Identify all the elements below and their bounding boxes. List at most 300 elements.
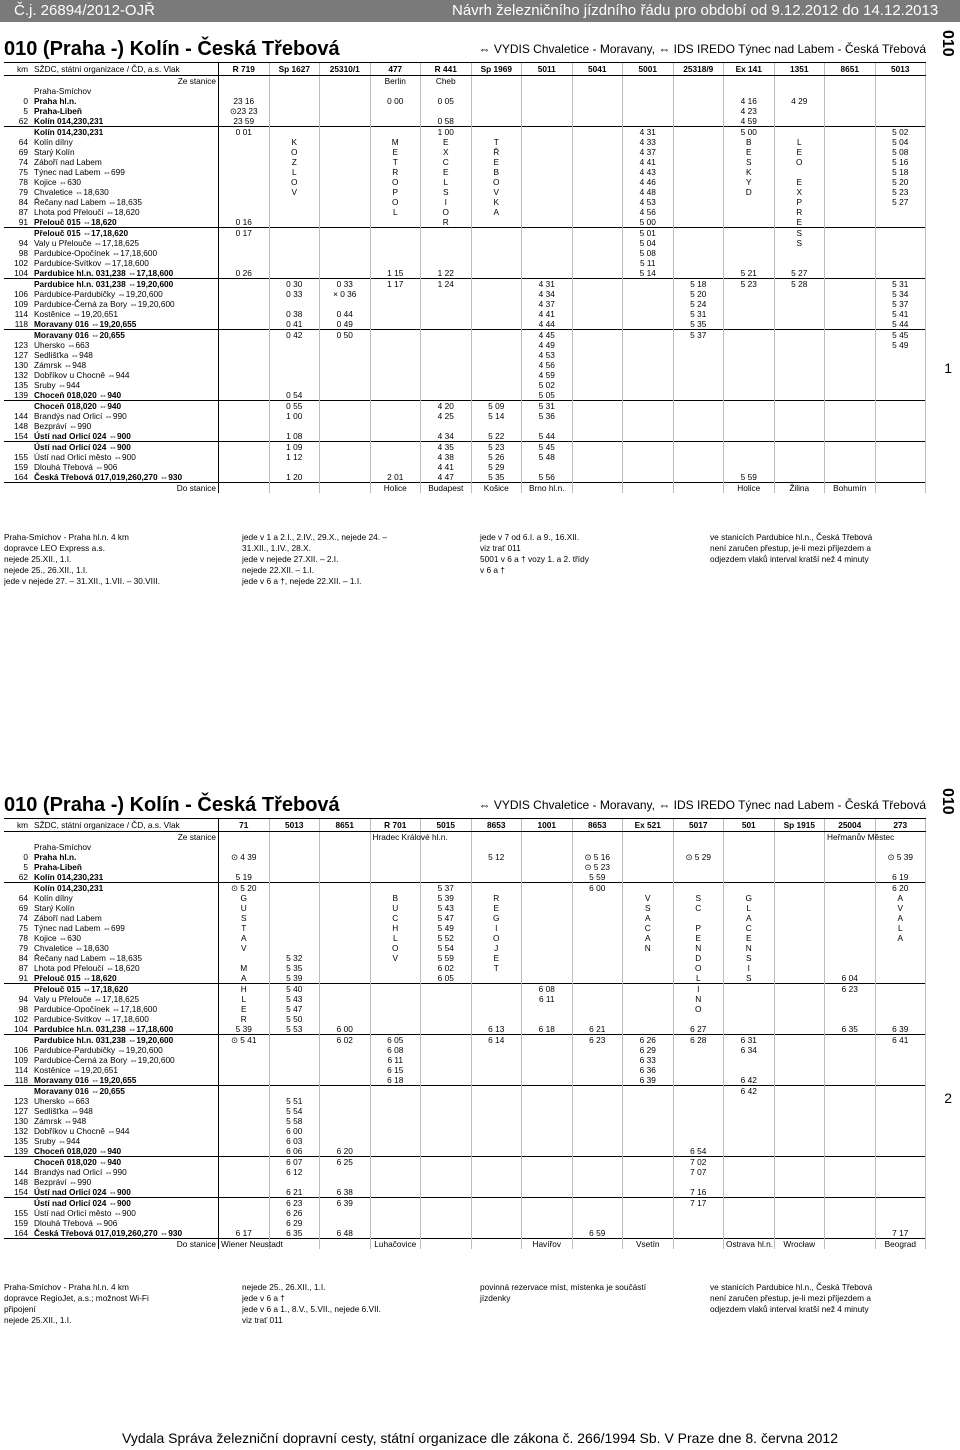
station-row <box>4 1146 926 1157</box>
departure-time: 6 07 <box>269 1157 320 1168</box>
departure-time <box>370 86 421 96</box>
departure-time <box>269 238 320 248</box>
station-row <box>4 953 926 963</box>
departure-time <box>522 913 573 923</box>
departure-time <box>421 421 472 431</box>
destination-station <box>320 483 371 494</box>
departure-time <box>522 953 573 963</box>
departure-time <box>774 1014 825 1024</box>
station-row <box>4 350 926 360</box>
station-km: 69 <box>18 903 28 913</box>
departure-time <box>471 106 522 116</box>
departure-time <box>724 1014 775 1024</box>
departure-time <box>875 1065 926 1075</box>
departure-time: 4 20 <box>421 401 472 412</box>
station-row <box>4 299 926 309</box>
note-line: 5001 v 6 a † vozy 1. a 2. třídy <box>480 554 589 564</box>
departure-time <box>320 442 371 453</box>
destination-station: Holice <box>724 483 775 494</box>
departure-time <box>572 1014 623 1024</box>
train-number: R 701 <box>370 819 421 832</box>
departure-time <box>269 116 320 127</box>
departure-time: 5 50 <box>269 1014 320 1024</box>
departure-time <box>269 872 320 883</box>
departure-time <box>623 1177 674 1187</box>
departure-time <box>825 248 876 258</box>
departure-time <box>825 319 876 330</box>
departure-time: 23 59 <box>219 116 270 127</box>
departure-time <box>875 1106 926 1116</box>
departure-time <box>370 1014 421 1024</box>
departure-time <box>623 472 674 483</box>
departure-time <box>623 1126 674 1136</box>
departure-time <box>825 452 876 462</box>
station-km: 5 <box>23 862 28 872</box>
departure-time: S <box>724 157 775 167</box>
departure-time <box>421 370 472 380</box>
departure-time <box>825 167 876 177</box>
departure-time: 0 49 <box>320 319 371 330</box>
departure-time <box>673 442 724 453</box>
departure-time <box>774 994 825 1004</box>
departure-time: 5 47 <box>421 913 472 923</box>
departure-time <box>370 1136 421 1146</box>
departure-time: 0 33 <box>269 289 320 299</box>
departure-time <box>269 842 320 852</box>
departure-time <box>370 217 421 228</box>
origin-station: Cheb <box>421 76 472 87</box>
departure-time <box>774 1228 825 1239</box>
departure-time <box>572 1106 623 1116</box>
station-name: Kolín 014,230,231 <box>32 883 219 894</box>
departure-time <box>623 390 674 401</box>
departure-time <box>421 299 472 309</box>
departure-time <box>320 1014 371 1024</box>
departure-time: 1 20 <box>269 472 320 483</box>
departure-time <box>370 116 421 127</box>
departure-time <box>320 401 371 412</box>
station-km: 139 <box>14 1146 28 1156</box>
origin-station: Heřmanův Městec <box>825 832 876 843</box>
departure-time <box>572 893 623 903</box>
train-number: 5013 <box>875 63 926 76</box>
departure-time <box>421 86 472 96</box>
departure-time <box>421 340 472 350</box>
departure-time <box>774 1116 825 1126</box>
departure-time: T <box>370 157 421 167</box>
departure-time <box>724 289 775 299</box>
departure-time <box>825 350 876 360</box>
departure-time <box>623 1228 674 1239</box>
station-km <box>4 401 32 412</box>
departure-time <box>522 1126 573 1136</box>
departure-time: 5 23 <box>724 279 775 290</box>
departure-time <box>825 431 876 442</box>
note-line: jede v 6 a †, nejede 22.XII. – 1.I. <box>242 576 362 586</box>
note-line: nejede 25.XII., 1.I. <box>4 1315 72 1325</box>
station-km: 144 <box>14 1167 28 1177</box>
note-line: odjezdem vlaků interval kratší než 4 minuty <box>710 554 869 564</box>
departure-time <box>724 1116 775 1126</box>
departure-time <box>219 177 270 187</box>
departure-time <box>825 1126 876 1136</box>
side-label-bottom: 010 <box>939 788 956 815</box>
departure-time <box>370 1086 421 1097</box>
departure-time: 6 18 <box>522 1024 573 1035</box>
departure-time <box>370 421 421 431</box>
departure-time <box>320 187 371 197</box>
departure-time <box>320 127 371 138</box>
departure-time <box>471 228 522 239</box>
departure-time: 5 29 <box>471 462 522 472</box>
departure-time <box>774 350 825 360</box>
departure-time <box>875 943 926 953</box>
departure-time: 4 47 <box>421 472 472 483</box>
departure-time <box>219 370 270 380</box>
departure-time: 0 16 <box>219 217 270 228</box>
departure-time <box>522 933 573 943</box>
departure-time <box>320 1045 371 1055</box>
departure-time <box>320 207 371 217</box>
departure-time: 6 25 <box>320 1157 371 1168</box>
departure-time: 6 29 <box>623 1045 674 1055</box>
departure-time: 5 21 <box>724 268 775 279</box>
departure-time <box>724 994 775 1004</box>
departure-time <box>269 96 320 106</box>
departure-time <box>219 431 270 442</box>
departure-time: 5 51 <box>269 1096 320 1106</box>
departure-time <box>572 442 623 453</box>
departure-time: O <box>673 963 724 973</box>
station-km: 109 <box>14 299 28 309</box>
departure-time: 5 39 <box>219 1024 270 1035</box>
departure-time <box>724 340 775 350</box>
departure-time <box>774 167 825 177</box>
station-name: Valy u Přelouče ⇔17,18,625 <box>32 994 219 1004</box>
departure-time <box>673 116 724 127</box>
departure-time <box>421 852 472 862</box>
departure-time <box>673 1075 724 1086</box>
departure-time <box>370 238 421 248</box>
station-name: Kostěnice ⇔19,20,651 <box>32 1065 219 1075</box>
departure-time: B <box>370 893 421 903</box>
departure-time <box>623 953 674 963</box>
departure-time <box>219 167 270 177</box>
departure-time <box>774 1177 825 1187</box>
departure-time <box>421 106 472 116</box>
departure-time <box>219 248 270 258</box>
station-km: 155 <box>14 452 28 462</box>
departure-time <box>724 1157 775 1168</box>
departure-time: E <box>724 933 775 943</box>
departure-time <box>471 862 522 872</box>
departure-time <box>522 1116 573 1126</box>
departure-time: 4 34 <box>421 431 472 442</box>
timetable-section-2 <box>4 792 926 1249</box>
train-number: R 441 <box>421 63 472 76</box>
from-label: Ze stanice <box>32 76 219 87</box>
departure-time: C <box>421 157 472 167</box>
departure-time <box>825 197 876 207</box>
departure-time <box>825 1187 876 1198</box>
departure-time: 6 28 <box>673 1035 724 1046</box>
station-name: Řečany nad Labem ⇔18,635 <box>32 197 219 207</box>
note-line: jede v nejede 27.XII. – 2.I. <box>242 554 339 564</box>
departure-time <box>825 462 876 472</box>
departure-time: 7 07 <box>673 1167 724 1177</box>
km-header: km <box>4 819 32 832</box>
departure-time <box>673 421 724 431</box>
train-number: Sp 1969 <box>471 63 522 76</box>
km-cell <box>4 76 32 87</box>
departure-time: 1 22 <box>421 268 472 279</box>
station-row <box>4 167 926 177</box>
departure-time: 5 31 <box>673 309 724 319</box>
departure-time <box>219 472 270 483</box>
station-name: Praha-Libeň <box>32 862 219 872</box>
station-km: 62 <box>18 116 28 126</box>
note-line: jede v 1 a 2.I., 2.IV., 29.X., nejede 24. – <box>242 532 387 542</box>
departure-time <box>320 452 371 462</box>
departure-time <box>370 883 421 894</box>
departure-time <box>421 1055 472 1065</box>
departure-time: 6 34 <box>724 1045 775 1055</box>
station-name: Starý Kolín <box>32 903 219 913</box>
station-row <box>4 1208 926 1218</box>
departure-time <box>623 842 674 852</box>
departure-time: L <box>219 994 270 1004</box>
departure-time <box>320 963 371 973</box>
departure-time: 4 56 <box>623 207 674 217</box>
departure-time <box>774 842 825 852</box>
station-km: 64 <box>18 137 28 147</box>
departure-time <box>219 1136 270 1146</box>
departure-time <box>774 963 825 973</box>
departure-time <box>825 852 876 862</box>
departure-time <box>673 1136 724 1146</box>
origin-station <box>724 76 775 87</box>
station-km: 135 <box>14 1136 28 1146</box>
station-name: Choceň 018,020 ⇔940 <box>32 1146 219 1157</box>
departure-time: A <box>623 913 674 923</box>
departure-time <box>269 86 320 96</box>
departure-time <box>471 380 522 390</box>
departure-time <box>875 1126 926 1136</box>
departure-time: 5 31 <box>522 401 573 412</box>
departure-time: S <box>623 903 674 913</box>
departure-time <box>673 197 724 207</box>
departure-time <box>370 862 421 872</box>
origin-station <box>471 832 522 843</box>
station-km: 102 <box>14 258 28 268</box>
departure-time <box>522 137 573 147</box>
station-km <box>4 86 32 96</box>
station-km: 104 <box>14 268 28 278</box>
departure-time <box>673 106 724 116</box>
note-line: jede v 6 a † <box>242 1293 285 1303</box>
departure-time <box>673 207 724 217</box>
origin-station <box>522 832 573 843</box>
departure-time <box>875 1136 926 1146</box>
train-number: 8651 <box>825 63 876 76</box>
destination-station <box>825 1239 876 1250</box>
note-line: viz trať 011 <box>242 1315 283 1325</box>
departure-time <box>724 1055 775 1065</box>
station-row <box>4 883 926 894</box>
departure-time <box>724 197 775 207</box>
departure-time: D <box>724 187 775 197</box>
departure-time <box>370 431 421 442</box>
departure-time: 6 48 <box>320 1228 371 1239</box>
departure-time: 0 26 <box>219 268 270 279</box>
departure-time <box>825 1055 876 1065</box>
departure-time <box>724 217 775 228</box>
departure-time <box>269 1035 320 1046</box>
departure-time <box>370 106 421 116</box>
departure-time <box>774 299 825 309</box>
departure-time <box>471 1218 522 1228</box>
departure-time <box>875 842 926 852</box>
departure-time <box>825 1157 876 1168</box>
departure-time <box>269 1045 320 1055</box>
departure-time <box>471 1086 522 1097</box>
note-line: není zaručen přestup, je-li mezi příjezdem a <box>710 543 871 553</box>
departure-time <box>320 370 371 380</box>
departure-time <box>471 1096 522 1106</box>
station-row <box>4 248 926 258</box>
departure-time <box>825 207 876 217</box>
departure-time <box>471 330 522 341</box>
departure-time: ⊙ 5 16 <box>572 852 623 862</box>
departure-time <box>774 370 825 380</box>
destination-station: Žilina <box>774 483 825 494</box>
departure-time <box>370 1208 421 1218</box>
departure-time <box>673 96 724 106</box>
departure-time <box>219 340 270 350</box>
departure-time <box>875 1146 926 1157</box>
departure-time <box>774 472 825 483</box>
departure-time <box>724 1218 775 1228</box>
departure-time <box>522 1218 573 1228</box>
destination-station <box>471 1239 522 1250</box>
departure-time: 6 42 <box>724 1086 775 1097</box>
departure-time: 6 06 <box>269 1146 320 1157</box>
departure-time <box>825 330 876 341</box>
station-name: Kolín 014,230,231 <box>32 872 219 883</box>
station-row <box>4 116 926 127</box>
departure-time <box>370 1187 421 1198</box>
note-line: 31.XII., 1.IV., 28.X. <box>242 543 311 553</box>
departure-time <box>219 1096 270 1106</box>
departure-time <box>572 842 623 852</box>
from-station-row <box>4 832 926 843</box>
departure-time <box>724 1177 775 1187</box>
departure-time: 23 16 <box>219 96 270 106</box>
departure-time <box>522 268 573 279</box>
departure-time <box>825 217 876 228</box>
departure-time <box>370 248 421 258</box>
station-row <box>4 106 926 116</box>
side-label-top: 010 <box>939 30 956 57</box>
departure-time: 5 35 <box>673 319 724 330</box>
departure-time: 5 41 <box>875 309 926 319</box>
departure-time <box>774 893 825 903</box>
departure-time <box>724 1228 775 1239</box>
departure-time: 0 01 <box>219 127 270 138</box>
departure-time: 6 13 <box>471 1024 522 1035</box>
departure-time <box>673 350 724 360</box>
station-name: Lhota pod Přeloučí ⇔18,620 <box>32 963 219 973</box>
station-name: Záboří nad Labem <box>32 913 219 923</box>
departure-time <box>269 370 320 380</box>
departure-time <box>825 1167 876 1177</box>
departure-time: A <box>219 973 270 984</box>
departure-time: I <box>421 197 472 207</box>
departure-time <box>471 1167 522 1177</box>
departure-time <box>825 1136 876 1146</box>
departure-time <box>219 319 270 330</box>
departure-time <box>875 1086 926 1097</box>
departure-time <box>623 1136 674 1146</box>
departure-time <box>269 299 320 309</box>
station-name: Přelouč 015 ⇔17,18,620 <box>32 228 219 239</box>
departure-time <box>421 1045 472 1055</box>
departure-time <box>320 984 371 995</box>
operator-label: SŽDC, státní organizace / ČD, a.s. Vlak <box>32 63 219 76</box>
departure-time <box>673 1116 724 1126</box>
origin-station <box>724 832 775 843</box>
departure-time <box>572 96 623 106</box>
to-label: Do stanice <box>32 483 219 494</box>
km-header: km <box>4 63 32 76</box>
departure-time <box>522 217 573 228</box>
departure-time: T <box>471 137 522 147</box>
destination-station: Budapest <box>421 483 472 494</box>
departure-time <box>673 452 724 462</box>
departure-time <box>825 147 876 157</box>
station-km: 64 <box>18 893 28 903</box>
departure-time: Y <box>724 177 775 187</box>
departure-time: 5 23 <box>471 442 522 453</box>
station-name: Přelouč 015 ⇔18,620 <box>32 973 219 984</box>
departure-time <box>471 1136 522 1146</box>
departure-time <box>370 1116 421 1126</box>
departure-time <box>774 984 825 995</box>
station-km <box>4 330 32 341</box>
destination-station <box>572 1239 623 1250</box>
station-name: Moravany 016 ⇔20,655 <box>32 1086 219 1097</box>
departure-time: 5 37 <box>673 330 724 341</box>
departure-time <box>219 350 270 360</box>
departure-time: O <box>370 943 421 953</box>
departure-time: ⊙ 5 23 <box>572 862 623 872</box>
departure-time <box>825 963 876 973</box>
departure-time <box>875 431 926 442</box>
departure-time: 6 26 <box>269 1208 320 1218</box>
departure-time <box>572 299 623 309</box>
departure-time <box>522 963 573 973</box>
origin-station <box>572 832 623 843</box>
departure-time: C <box>623 923 674 933</box>
departure-time <box>724 360 775 370</box>
departure-time <box>724 842 775 852</box>
departure-time <box>875 268 926 279</box>
departure-time <box>825 228 876 239</box>
departure-time <box>774 86 825 96</box>
station-name: Zámrsk ⇔948 <box>32 1116 219 1126</box>
departure-time <box>522 462 573 472</box>
departure-time <box>572 1096 623 1106</box>
